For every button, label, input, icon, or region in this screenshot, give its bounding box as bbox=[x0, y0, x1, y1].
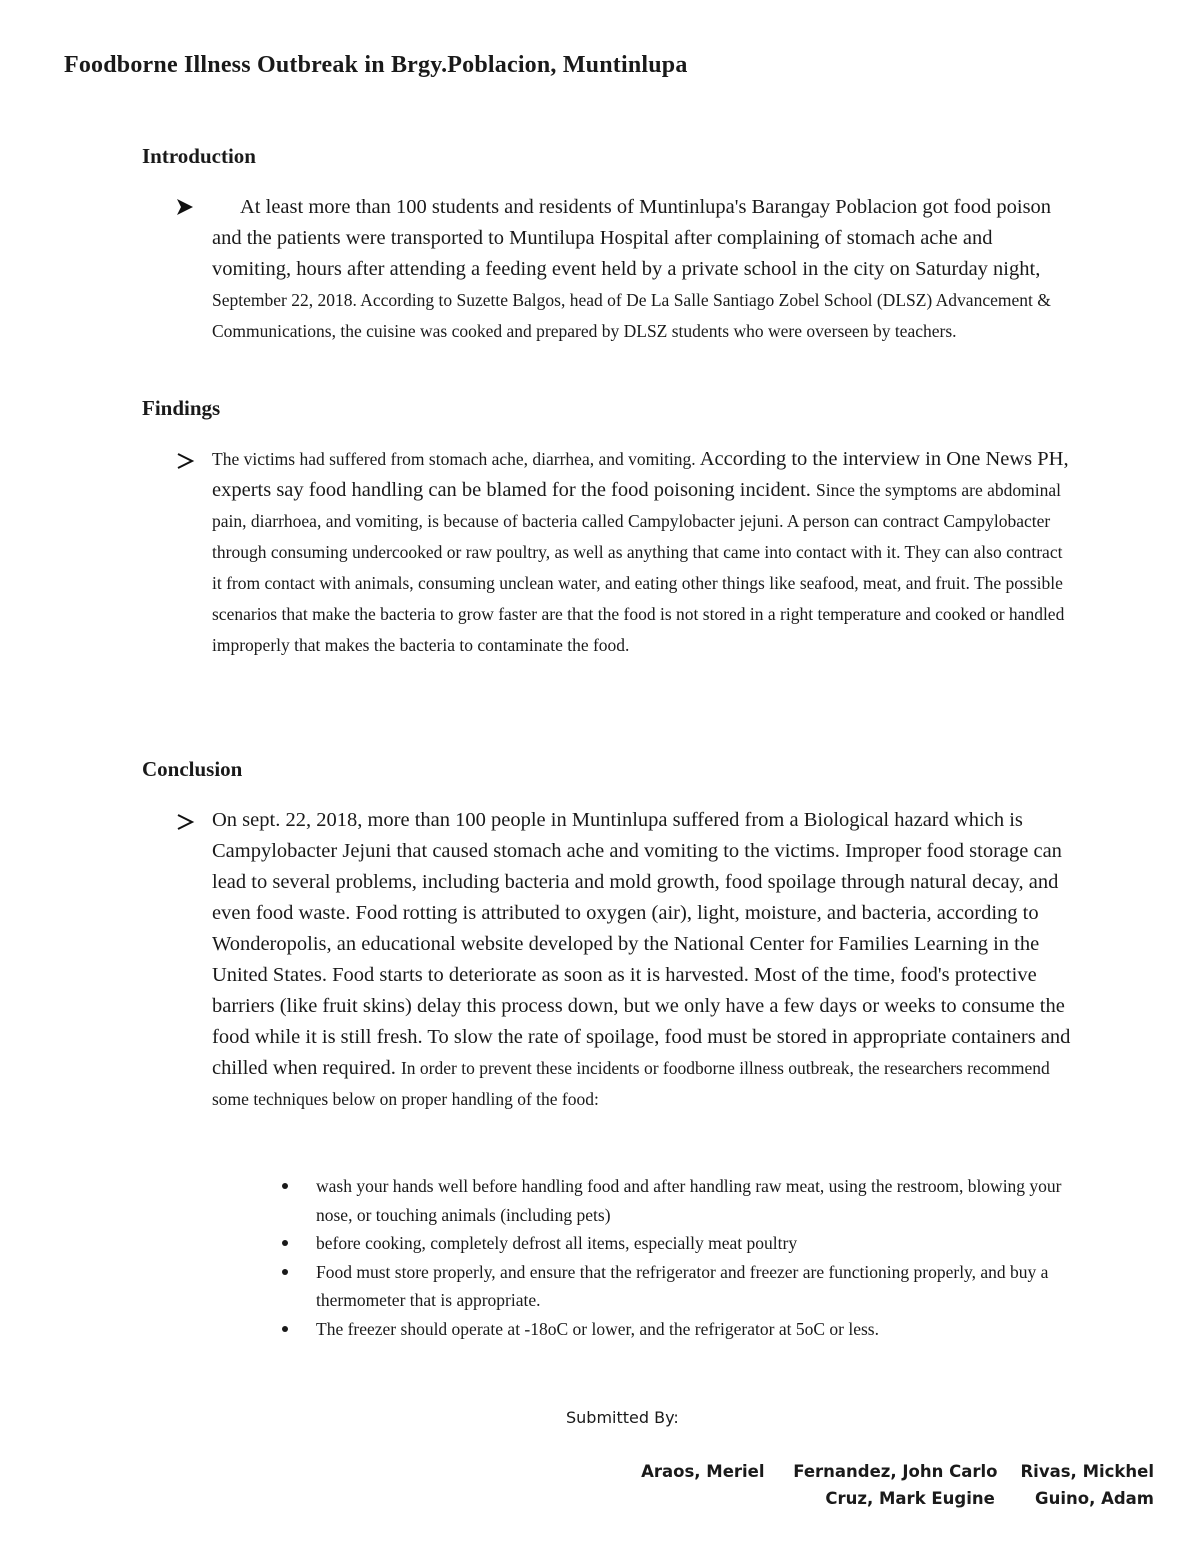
introduction-text: At least more than 100 students and residents of Muntinlupa's Barangay Poblacion got food poison and the patients were transported to Muntilupa Hospital after complaining of stomach ache and vomiting, hours after attending a feeding event held by a private school in the city on Saturday night, bbox=[212, 196, 1052, 280]
introduction-heading: Introduction bbox=[142, 144, 256, 168]
findings-text-small-1: The victims had suffered from stomach ache, diarrhea, and vomiting. bbox=[212, 449, 696, 469]
conclusion-paragraph bbox=[212, 805, 1072, 1115]
authors-line-1: Araos, Meriel Fernandez, John Carlo Rivas, Mickhel bbox=[641, 1462, 1154, 1481]
introduction-text-small: September 22, 2018. According to Suzette Balgos, head of De La Salle Santiago Zobel School (DLSZ) Advancement & Communications, the cuisine was cooked and prepared by DLSZ students who were overseen by teachers. bbox=[212, 290, 1051, 341]
list-item: wash your hands well before handling food and after handling raw meat, using the restroom, blowing your nose, or touching animals (including pets) bbox=[270, 1172, 1070, 1229]
bullet-dot-icon bbox=[282, 1183, 288, 1189]
bullet-dot-icon bbox=[282, 1269, 288, 1275]
recommendation-list bbox=[270, 1172, 1070, 1343]
arrow-bullet-icon bbox=[174, 811, 196, 833]
bullet-dot-icon bbox=[282, 1240, 288, 1246]
list-item: before cooking, completely defrost all items, especially meat poultry bbox=[270, 1229, 1070, 1258]
authors-line-2: Cruz, Mark Eugine Guino, Adam bbox=[825, 1489, 1154, 1508]
list-item: Food must store properly, and ensure that the refrigerator and freezer are functioning properly, and buy a thermometer that is appropriate. bbox=[270, 1258, 1070, 1315]
bullet-dot-icon bbox=[282, 1326, 288, 1332]
arrow-bullet-icon bbox=[174, 450, 196, 472]
submitted-by-label: Submitted By: bbox=[566, 1408, 679, 1427]
introduction-paragraph bbox=[212, 192, 1072, 347]
list-item: The freezer should operate at -18oC or lower, and the refrigerator at 5oC or less. bbox=[270, 1315, 1070, 1344]
findings-text-small-2: Since the symptoms are abdominal pain, diarrhoea, and vomiting, is because of bacteria called Campylobacter jejuni. A person can contract Campylobacter through consuming undercooked or raw poultry, as well as anything that came into contact with it. They can also contract it from contact with animals, consuming unclean water, and eating other things like seafood, meat, and fruit. The possible scenarios that make the bacteria to grow faster are that the food is not stored in a right temperature and cooked or handled improperly that makes the bacteria to contaminate the food. bbox=[212, 480, 1065, 655]
arrow-bullet-icon bbox=[174, 196, 196, 218]
document-title: Foodborne Illness Outbreak in Brgy.Poblacion, Muntinlupa bbox=[64, 52, 688, 78]
findings-text: According to the interview in One News PH, experts say food handling can be blamed for the food poisoning incident. bbox=[212, 448, 1069, 501]
findings-paragraph bbox=[212, 444, 1072, 661]
conclusion-text: On sept. 22, 2018, more than 100 people in Muntinlupa suffered from a Biological hazard which is Campylobacter Jejuni that caused stomach ache and vomiting to the victims. Improper food storage can lead to several problems, including bacteria and mold growth, food spoilage through natural decay, and even food waste. Food rotting is attributed to oxygen (air), light, moisture, and bacteria, according to Wonderopolis, an educational website developed by the National Center for Families Learning in the United States. Food starts to deteriorate as soon as it is harvested. Most of the time, food's protective barriers (like fruit skins) delay this process down, but we only have a few days or weeks to consume the food while it is still fresh. To slow the rate of spoilage, food must be stored in appropriate containers and chilled when required. bbox=[212, 809, 1071, 1079]
conclusion-heading: Conclusion bbox=[142, 757, 243, 781]
conclusion-text-small: In order to prevent these incidents or foodborne illness outbreak, the researchers recommend some techniques below on proper handling of the food: bbox=[212, 1058, 1050, 1109]
findings-heading: Findings bbox=[142, 396, 221, 420]
